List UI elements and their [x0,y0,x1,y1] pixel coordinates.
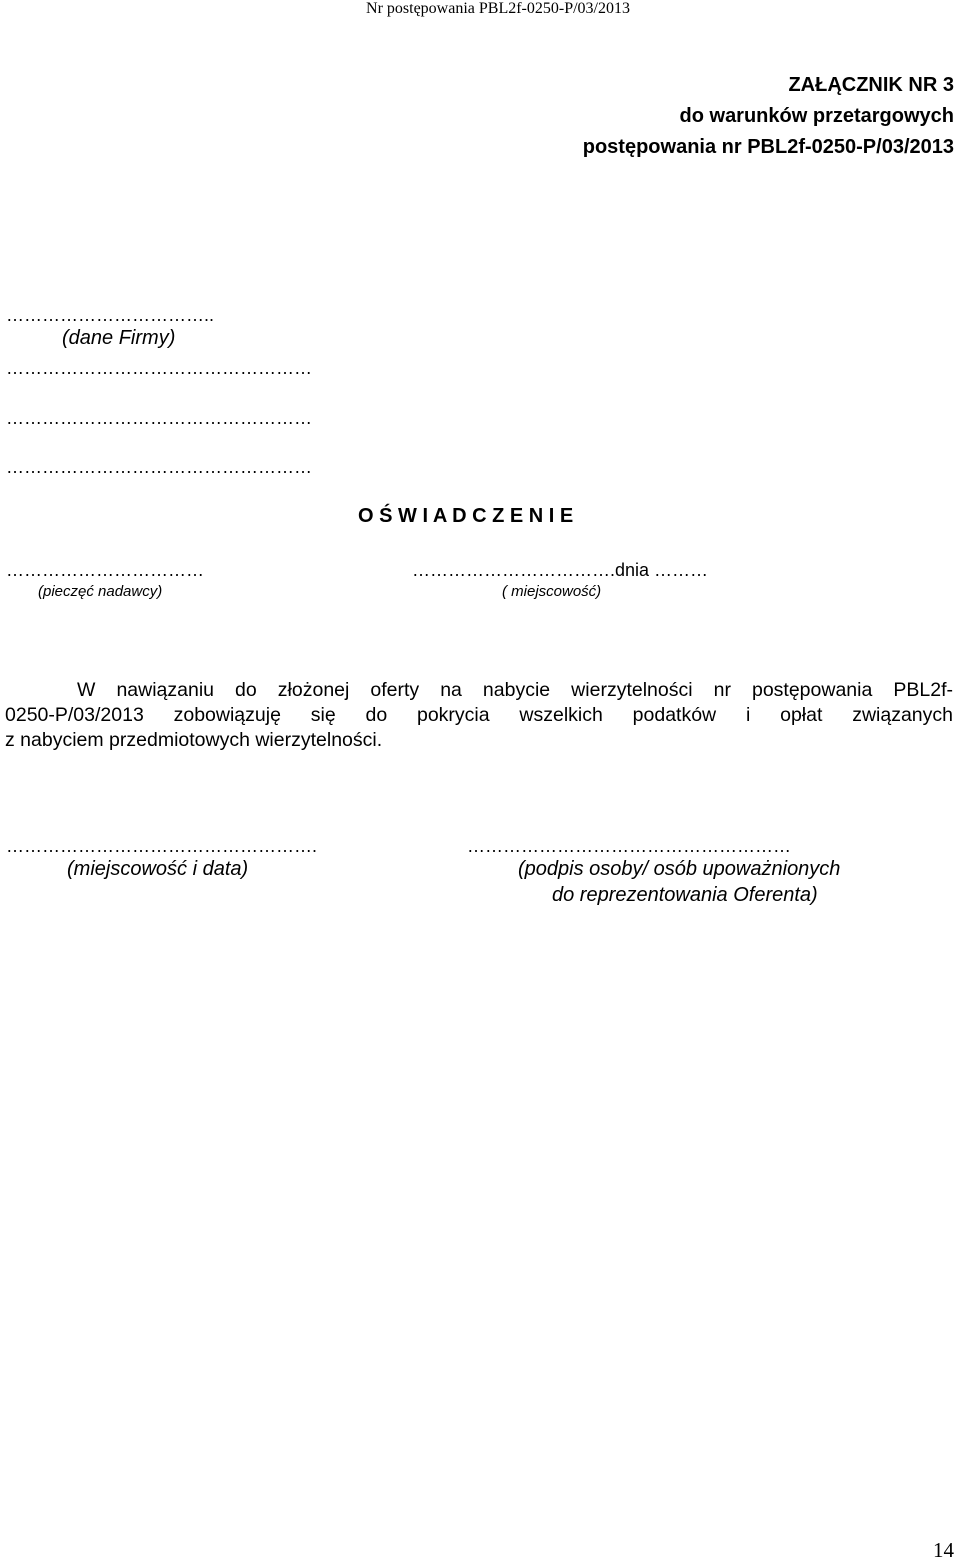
signature-place-date-dots: ……………………………………………. [6,836,318,856]
signature-label-line-1: (podpis osoby/ osób upoważnionych [518,858,841,880]
body-line-2: 0250-P/03/2013 zobowiązuję się do pokrycia wszelkich podatków i opłat związanych [5,704,953,726]
signature-dots: ……………………………………………… [467,836,791,856]
company-label: (dane Firmy) [62,327,176,349]
annex-reference: postępowania nr PBL2f-0250-P/03/2013 [582,136,954,158]
declaration-title: O Ś W I A D C Z E N I E [358,505,574,527]
stamp-dots: …………………………… [6,560,204,580]
signature-label-line-2: do reprezentowania Oferenta) [552,884,818,906]
annex-heading [583,70,954,163]
place-date-dots: …………………………….dnia ……… [412,560,709,580]
body-line-1: W nawiązaniu do złożonej oferty na nabycie wierzytelności nr postępowania PBL2f- [77,679,953,701]
signature-place-date-label: (miejscowość i data) [67,858,249,880]
annex-title: ZAŁĄCZNIK NR 3 [788,74,954,96]
company-dots: …………………………….. [6,305,215,325]
declaration-body [5,678,953,753]
page-number: 14 [933,1538,954,1562]
company-line-2: …………………………………………… [6,408,312,428]
body-line-3: z nabyciem przedmiotowych wierzytelności. [5,729,383,751]
running-header: Nr postępowania PBL2f-0250-P/03/2013 [366,0,630,17]
place-label: ( miejscowość) [502,583,602,600]
stamp-label: (pieczęć nadawcy) [38,583,163,600]
company-line-1: …………………………………………… [6,358,312,378]
company-line-3: …………………………………………… [6,457,312,477]
annex-subtitle: do warunków przetargowych [679,105,954,127]
